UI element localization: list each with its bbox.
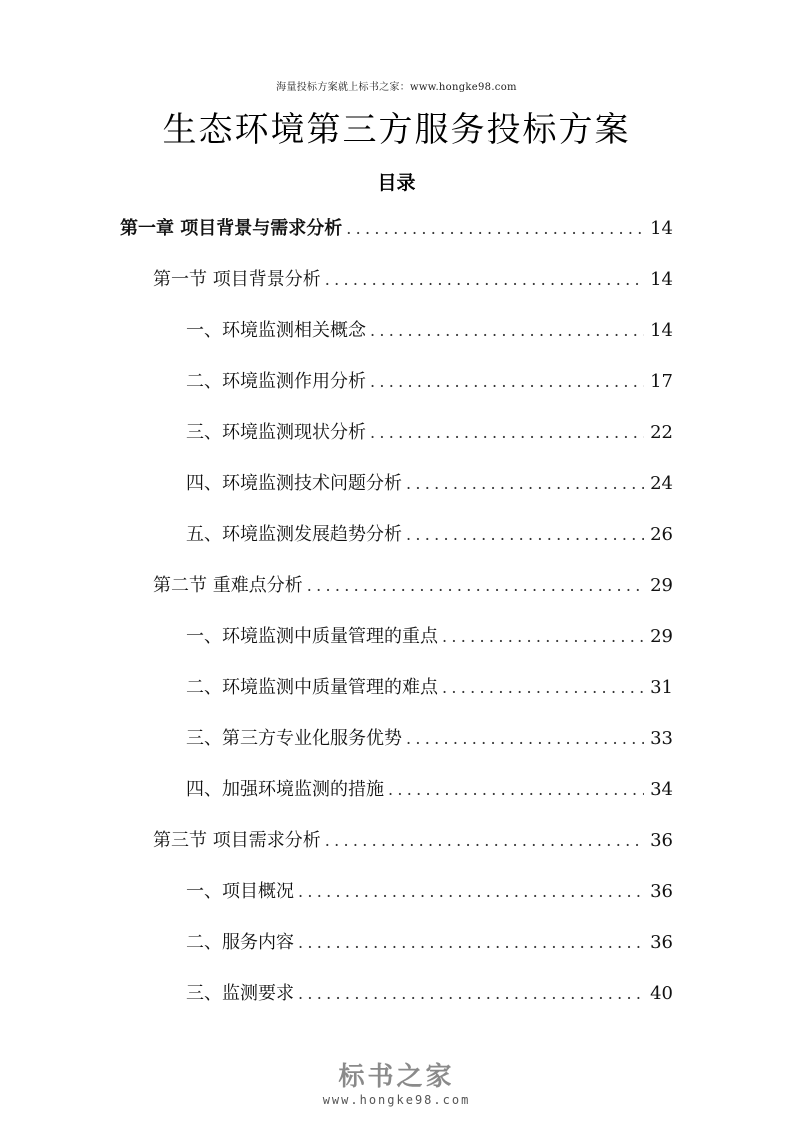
toc-entry-subsection[interactable] xyxy=(186,622,673,652)
toc-entry-label: 四、加强环境监测的措施 xyxy=(186,779,384,800)
toc-entry-label: 二、环境监测中质量管理的难点 xyxy=(186,677,438,698)
toc-entry-subsection[interactable] xyxy=(186,928,673,958)
toc-entry-page: 40 xyxy=(650,983,673,1004)
toc-entry-subsection[interactable] xyxy=(186,418,673,448)
toc-entry-page: 31 xyxy=(650,677,673,698)
toc-heading: 目录 xyxy=(377,172,416,194)
toc-leader-dots xyxy=(406,729,644,748)
toc-entry-subsection[interactable] xyxy=(186,979,673,1009)
footer-logo-url: www.hongke98.com xyxy=(322,1093,471,1107)
toc-leader-dots xyxy=(406,474,644,493)
toc-entry-page: 24 xyxy=(650,473,673,494)
toc-entry-subsection[interactable] xyxy=(186,469,673,499)
toc-leader-dots xyxy=(298,933,644,952)
toc-entry-subsection[interactable] xyxy=(186,775,673,805)
toc-entry-page: 36 xyxy=(650,932,673,953)
toc-leader-dots xyxy=(307,576,644,595)
toc-leader-dots xyxy=(346,219,644,238)
toc-entry-label: 一、项目概况 xyxy=(186,881,294,902)
toc-entry-page: 17 xyxy=(650,371,673,392)
header-note: 海量投标方案就上标书之家：www.hongke98.com xyxy=(276,82,517,93)
footer-logo xyxy=(0,1062,793,1108)
toc-entry-label: 第一节 项目背景分析 xyxy=(153,269,321,290)
toc-entry-label: 第一章 项目背景与需求分析 xyxy=(120,218,343,239)
toc-leader-dots xyxy=(298,882,644,901)
toc-entry-subsection[interactable] xyxy=(186,877,673,907)
toc-entry-label: 四、环境监测技术问题分析 xyxy=(186,473,402,494)
toc-entry-label: 三、监测要求 xyxy=(186,983,294,1004)
toc-entry-subsection[interactable] xyxy=(186,724,673,754)
toc-entry-label: 二、环境监测作用分析 xyxy=(186,371,366,392)
toc-entry-section-2[interactable] xyxy=(153,571,673,601)
toc-entry-label: 三、环境监测现状分析 xyxy=(186,422,366,443)
toc-entry-section-1[interactable] xyxy=(153,265,673,295)
toc-entry-label: 二、服务内容 xyxy=(186,932,294,953)
toc-entry-page: 34 xyxy=(650,779,673,800)
toc-entry-label: 一、环境监测中质量管理的重点 xyxy=(186,626,438,647)
toc-entry-section-3[interactable] xyxy=(153,826,673,856)
toc-entry-subsection[interactable] xyxy=(186,316,673,346)
toc-leader-dots xyxy=(388,780,644,799)
toc-leader-dots xyxy=(406,525,644,544)
toc-entry-page: 14 xyxy=(650,320,673,341)
toc-entry-page: 14 xyxy=(650,218,673,239)
toc-entry-label: 第二节 重难点分析 xyxy=(153,575,303,596)
toc-entry-subsection[interactable] xyxy=(186,520,673,550)
toc-entry-page: 22 xyxy=(650,422,673,443)
toc-entry-label: 三、第三方专业化服务优势 xyxy=(186,728,402,749)
toc-leader-dots xyxy=(325,270,644,289)
toc-leader-dots xyxy=(370,372,644,391)
toc-leader-dots xyxy=(370,321,644,340)
toc-entry-page: 14 xyxy=(650,269,673,290)
toc-leader-dots xyxy=(370,423,644,442)
toc-leader-dots xyxy=(325,831,644,850)
toc-entry-page: 36 xyxy=(650,830,673,851)
toc-entry-page: 29 xyxy=(650,626,673,647)
toc-entry-label: 一、环境监测相关概念 xyxy=(186,320,366,341)
toc-entry-page: 26 xyxy=(650,524,673,545)
toc-entry-subsection[interactable] xyxy=(186,367,673,397)
footer-logo-text: 标书之家 xyxy=(338,1062,455,1092)
toc-leader-dots xyxy=(442,678,644,697)
toc-entry-subsection[interactable] xyxy=(186,673,673,703)
toc-entry-page: 36 xyxy=(650,881,673,902)
toc-entry-label: 五、环境监测发展趋势分析 xyxy=(186,524,402,545)
toc-leader-dots xyxy=(298,984,644,1003)
toc-entry-page: 29 xyxy=(650,575,673,596)
toc-leader-dots xyxy=(442,627,644,646)
toc-entry-page: 33 xyxy=(650,728,673,749)
document-title: 生态环境第三方服务投标方案 xyxy=(162,110,631,150)
toc-entry-label: 第三节 项目需求分析 xyxy=(153,830,321,851)
toc-entry-chapter-1[interactable] xyxy=(120,214,673,244)
